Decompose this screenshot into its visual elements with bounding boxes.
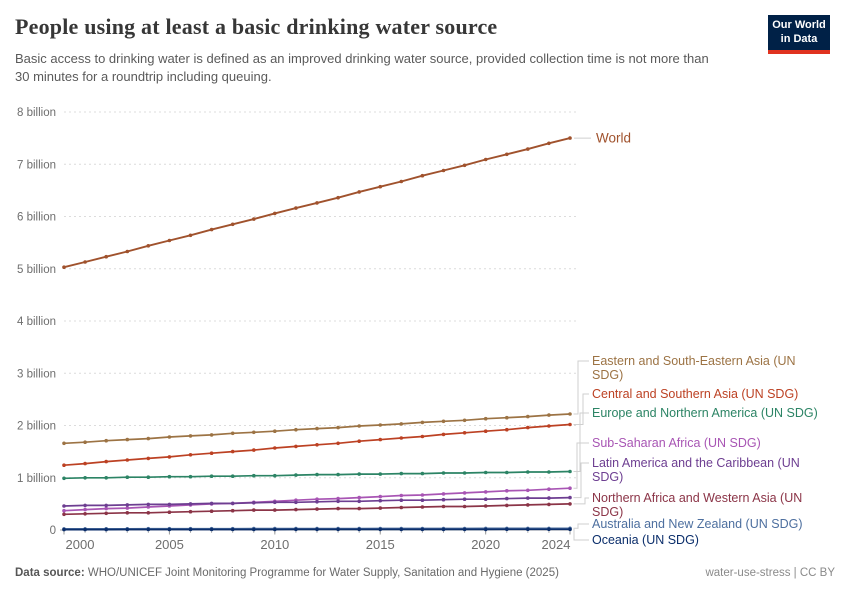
legend-item-latin-america-and-the-caribbean-un-sdg[interactable]: Latin America and the Caribbean (UN SDG) <box>592 456 800 484</box>
data-point <box>294 445 298 449</box>
legend-item-oceania-un-sdg[interactable]: Oceania (UN SDG) <box>592 533 699 547</box>
data-point <box>189 234 193 238</box>
data-point <box>505 528 509 532</box>
data-point <box>83 440 87 444</box>
data-point <box>210 509 214 513</box>
data-point <box>315 500 319 504</box>
legend-item-europe-and-northern-america-un-sdg[interactable]: Europe and Northern America (UN SDG) <box>592 406 818 420</box>
legend-item-central-and-southern-asia-un-sdg[interactable]: Central and Southern Asia (UN SDG) <box>592 387 799 401</box>
data-point <box>210 451 214 455</box>
data-point <box>231 450 235 454</box>
data-point <box>484 471 488 475</box>
data-point <box>252 448 256 452</box>
data-point <box>442 492 446 496</box>
data-point <box>336 473 340 477</box>
data-source <box>15 567 559 579</box>
data-point <box>568 528 572 532</box>
x-axis-label: 2005 <box>154 537 184 552</box>
data-point <box>252 217 256 221</box>
data-point <box>526 503 530 507</box>
data-point <box>421 493 425 497</box>
data-point <box>505 416 509 420</box>
data-point <box>147 437 151 441</box>
data-point <box>336 426 340 430</box>
data-point <box>547 487 551 491</box>
data-point <box>505 428 509 432</box>
data-point <box>547 470 551 474</box>
data-point <box>273 429 277 433</box>
data-point <box>463 497 467 501</box>
data-point <box>336 528 340 532</box>
data-point <box>231 509 235 513</box>
data-point <box>463 164 467 168</box>
data-point <box>62 477 66 481</box>
data-point <box>379 438 383 442</box>
data-point <box>83 512 87 516</box>
data-point <box>189 434 193 438</box>
data-point <box>273 501 277 505</box>
data-point <box>210 502 214 506</box>
data-point <box>484 490 488 494</box>
data-point <box>505 497 509 501</box>
data-point <box>526 528 530 532</box>
data-point <box>168 435 172 439</box>
data-point <box>126 475 130 479</box>
data-point <box>147 457 151 461</box>
data-source-text: WHO/UNICEF Joint Monitoring Programme for Water Supply, Sanitation and Hygiene (2025) <box>87 567 559 579</box>
data-point <box>62 504 66 508</box>
data-point <box>505 153 509 157</box>
data-point <box>62 509 66 513</box>
data-point <box>442 528 446 532</box>
data-point <box>400 528 404 532</box>
data-point <box>315 528 319 532</box>
data-point <box>400 506 404 510</box>
data-point <box>231 502 235 506</box>
data-point <box>83 508 87 512</box>
data-point <box>315 427 319 431</box>
data-point <box>83 528 87 532</box>
data-point <box>104 504 108 508</box>
data-point <box>484 504 488 508</box>
data-point <box>189 475 193 479</box>
data-point <box>126 503 130 507</box>
data-point <box>62 463 66 467</box>
data-point <box>357 507 361 511</box>
legend-item-eastern-and-south-eastern-asia-un-sdg[interactable]: Eastern and South-Eastern Asia (UN SDG) <box>592 354 796 382</box>
series-eastern-and-south-eastern-asia-un-sdg[interactable] <box>62 412 572 445</box>
data-point <box>83 504 87 508</box>
data-point <box>168 528 172 532</box>
y-axis-label: 5 billion <box>17 263 56 276</box>
data-point <box>336 442 340 446</box>
data-point <box>273 212 277 216</box>
data-point <box>357 496 361 500</box>
data-point <box>147 528 151 532</box>
data-point <box>126 506 130 510</box>
y-axis-label: 4 billion <box>17 316 56 328</box>
data-point <box>357 190 361 194</box>
data-point <box>484 417 488 421</box>
data-point <box>210 474 214 478</box>
data-point <box>336 507 340 511</box>
data-point <box>252 501 256 505</box>
label-connector <box>574 498 590 504</box>
data-point <box>526 489 530 493</box>
data-point <box>210 433 214 437</box>
legend-item-sub-saharan-africa-un-sdg[interactable]: Sub-Saharan Africa (UN SDG) <box>592 436 761 450</box>
data-point <box>357 424 361 428</box>
data-point <box>526 147 530 151</box>
data-point <box>442 498 446 502</box>
data-point <box>463 431 467 435</box>
data-point <box>547 413 551 417</box>
chart-subtitle: Basic access to drinking water is defined as an improved drinking water source, provided collection time is not more than 30 minutes for a roundtrip including queuing. <box>15 51 709 85</box>
data-point <box>442 505 446 509</box>
data-point <box>484 158 488 162</box>
data-point <box>463 491 467 495</box>
data-point <box>231 223 235 227</box>
data-point <box>252 474 256 478</box>
data-point <box>463 419 467 423</box>
y-axis-label: 6 billion <box>17 211 56 224</box>
data-point <box>168 475 172 479</box>
data-point <box>547 528 551 532</box>
data-point <box>126 438 130 442</box>
data-point <box>421 421 425 425</box>
x-axis-label: 2020 <box>471 537 501 552</box>
y-axis-label: 8 billion <box>17 107 56 119</box>
data-point <box>273 508 277 512</box>
y-axis-label: 7 billion <box>17 159 56 172</box>
label-connector <box>574 394 590 425</box>
data-point <box>484 528 488 532</box>
data-point <box>442 169 446 173</box>
data-point <box>273 474 277 478</box>
data-point <box>231 474 235 478</box>
data-point <box>252 431 256 435</box>
data-point <box>126 528 130 532</box>
x-axis-label: 2015 <box>365 537 395 552</box>
data-point <box>168 455 172 459</box>
data-point <box>379 185 383 189</box>
data-point <box>168 239 172 243</box>
data-point <box>421 498 425 502</box>
series-inline-label-world: World <box>596 130 632 146</box>
data-point <box>104 507 108 511</box>
data-point <box>379 423 383 427</box>
data-point <box>315 443 319 447</box>
data-point <box>83 462 87 466</box>
data-point <box>505 504 509 508</box>
y-axis-label: 3 billion <box>17 368 56 381</box>
data-point <box>231 432 235 436</box>
data-point <box>189 453 193 457</box>
data-point <box>83 260 87 264</box>
legend-item-australia-and-new-zealand-un-sdg[interactable]: Australia and New Zealand (UN SDG) <box>592 517 803 531</box>
data-source-label: Data source: <box>15 567 85 579</box>
data-point <box>315 507 319 511</box>
data-point <box>547 496 551 500</box>
data-point <box>294 508 298 512</box>
data-point <box>484 497 488 501</box>
data-point <box>400 180 404 184</box>
x-axis-label: 2024 <box>541 537 571 552</box>
data-point <box>104 439 108 443</box>
data-point <box>357 472 361 476</box>
data-point <box>463 471 467 475</box>
data-point <box>189 510 193 514</box>
data-point <box>400 472 404 476</box>
label-connector <box>574 524 590 528</box>
data-point <box>189 528 193 532</box>
data-point <box>463 505 467 509</box>
data-point <box>400 422 404 426</box>
y-axis-label: 0 <box>49 525 56 537</box>
license-link[interactable]: water-use-stress | CC BY <box>705 567 835 579</box>
data-point <box>210 528 214 532</box>
data-point <box>526 415 530 419</box>
y-axis-label: 2 billion <box>17 420 56 433</box>
data-point <box>400 494 404 498</box>
data-point <box>526 496 530 500</box>
data-point <box>421 472 425 476</box>
data-point <box>273 528 277 532</box>
page-title: People using at least a basic drinking water source <box>15 14 498 39</box>
data-point <box>568 496 572 500</box>
data-point <box>547 142 551 146</box>
data-point <box>104 255 108 259</box>
label-connector <box>574 529 590 540</box>
data-point <box>568 423 572 427</box>
data-point <box>104 476 108 480</box>
x-axis-label: 2000 <box>65 537 95 552</box>
data-point <box>379 499 383 503</box>
data-point <box>252 508 256 512</box>
data-point <box>379 528 383 532</box>
data-point <box>104 512 108 516</box>
data-point <box>463 528 467 532</box>
data-point <box>357 439 361 443</box>
data-point <box>505 471 509 475</box>
data-point <box>400 498 404 502</box>
data-point <box>526 426 530 430</box>
data-point <box>421 435 425 439</box>
data-point <box>568 486 572 490</box>
data-point <box>126 458 130 462</box>
data-point <box>294 528 298 532</box>
data-point <box>379 472 383 476</box>
data-point <box>315 201 319 205</box>
data-point <box>357 528 361 532</box>
data-point <box>147 511 151 515</box>
data-point <box>62 528 66 532</box>
data-point <box>104 528 108 532</box>
data-point <box>231 528 235 532</box>
data-point <box>442 420 446 424</box>
data-point <box>168 503 172 507</box>
owid-logo-line2: in Data <box>780 32 818 45</box>
series-europe-and-northern-america-un-sdg[interactable] <box>62 470 572 480</box>
label-connector <box>574 361 590 414</box>
data-point <box>294 428 298 432</box>
data-point <box>421 505 425 509</box>
data-point <box>147 475 151 479</box>
series-world[interactable] <box>62 131 631 269</box>
data-point <box>336 500 340 504</box>
y-axis-label: 1 billion <box>17 472 56 485</box>
data-point <box>421 528 425 532</box>
data-point <box>294 473 298 477</box>
data-point <box>62 265 66 269</box>
data-point <box>294 501 298 505</box>
data-point <box>126 511 130 515</box>
data-point <box>379 506 383 510</box>
data-point <box>104 460 108 464</box>
data-point <box>336 196 340 200</box>
data-point <box>83 476 87 480</box>
data-point <box>294 206 298 210</box>
data-point <box>568 502 572 506</box>
data-point <box>547 503 551 507</box>
data-point <box>147 503 151 507</box>
data-point <box>357 500 361 504</box>
data-point <box>568 470 572 474</box>
data-point <box>484 429 488 433</box>
data-point <box>62 513 66 517</box>
data-point <box>421 174 425 178</box>
label-connector <box>574 463 590 498</box>
chart-footer <box>15 567 835 579</box>
data-point <box>568 412 572 416</box>
x-axis-label: 2010 <box>260 537 290 552</box>
data-point <box>126 250 130 254</box>
data-point <box>62 442 66 446</box>
data-point <box>189 502 193 506</box>
data-point <box>547 424 551 428</box>
data-point <box>568 136 572 140</box>
data-point <box>400 436 404 440</box>
data-point <box>505 489 509 493</box>
data-point <box>252 528 256 532</box>
data-point <box>379 495 383 499</box>
owid-logo-line1: Our World <box>772 19 826 31</box>
data-point <box>168 510 172 514</box>
data-point <box>315 473 319 477</box>
data-point <box>442 433 446 437</box>
data-point <box>442 471 446 475</box>
legend-item-northern-africa-and-western-asia-un-sdg[interactable]: Northern Africa and Western Asia (UN SDG) <box>592 491 803 519</box>
data-point <box>210 228 214 232</box>
data-point <box>526 470 530 474</box>
data-point <box>273 446 277 450</box>
data-point <box>147 244 151 248</box>
